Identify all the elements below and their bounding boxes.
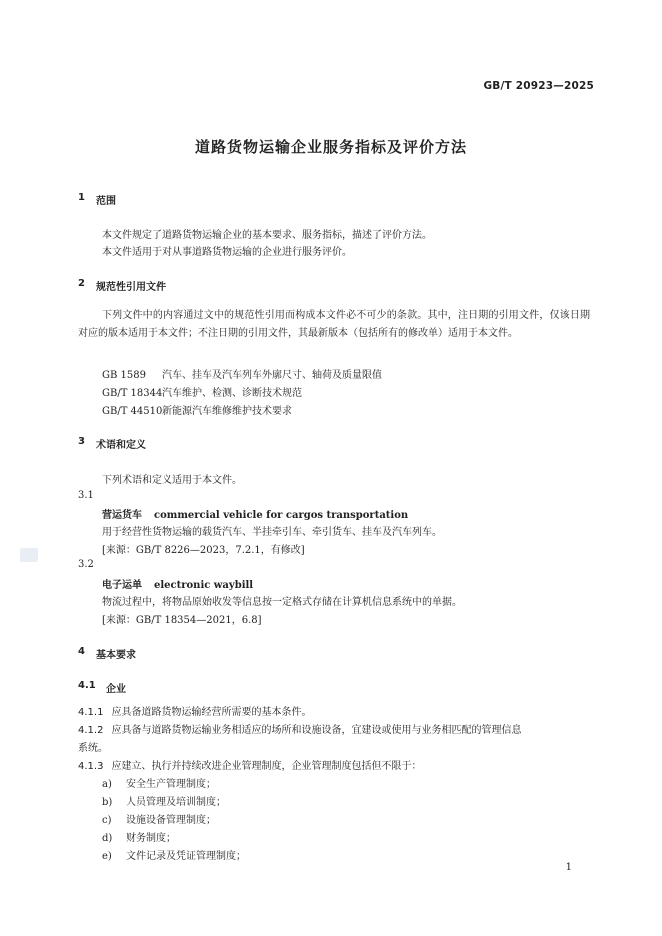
subsection-title: 企业 (106, 684, 126, 695)
paragraph: 本文件规定了道路货物运输企业的基本要求、服务指标，描述了评价方法。 (102, 230, 432, 241)
subsection-number: 4.1 (78, 680, 96, 691)
section-number: 3 (78, 436, 85, 447)
list-item (102, 775, 216, 790)
paragraph: 本文件适用于对从事道路货物运输的企业进行服务评价。 (102, 247, 352, 258)
reference-item (102, 402, 292, 417)
reference-title: 汽车维护、检测、诊断技术规范 (162, 388, 302, 399)
term-source: [来源：GB/T 18354—2021，6.8] (102, 615, 262, 626)
list-text: 安全生产管理制度； (126, 779, 216, 790)
section-heading-scope (78, 192, 378, 206)
clause-text: 应具备与道路货物运输业务相适应的场所和设施设备，宜建设或使用与业务相匹配的管理信息 (111, 725, 522, 736)
section-number: 2 (78, 278, 85, 289)
reference-item (102, 366, 382, 381)
term-heading (102, 576, 253, 591)
reference-title: 新能源汽车维修维护技术要求 (162, 406, 292, 417)
term-chinese: 营运货车 (102, 510, 142, 521)
reference-code: GB 1589 (102, 370, 146, 381)
clause-text: 应具备道路货物运输经营所需要的基本条件。 (111, 707, 312, 718)
list-item (102, 793, 226, 808)
paragraph: 下列文件中的内容通过文中的规范性引用而构成本文件必不可少的条款。其中，注日期的引用文件，仅该日期对应的版本适用于本文件；不注日期的引用文件，其最新版本（包括所有的修改单）适用于本文件。 (78, 310, 590, 339)
list-item (102, 829, 176, 844)
term-chinese: 电子运单 (102, 580, 142, 591)
clause-continuation: 系统。 (78, 743, 108, 754)
paragraph: 下列术语和定义适用于本文件。 (102, 475, 242, 486)
subsection-heading-enterprise (78, 680, 378, 694)
term-number: 3.1 (78, 490, 94, 501)
clause-text: 应建立、执行并持续改进企业管理制度，企业管理制度包括但不限于： (111, 761, 422, 772)
reference-title: 汽车、挂车及汽车列车外廓尺寸、轴荷及质量限值 (162, 370, 382, 381)
clause (78, 721, 521, 736)
term-definition: 用于经营性货物运输的载货汽车、半挂牵引车、牵引货车、挂车及汽车列车。 (102, 527, 442, 538)
reference-code: GB/T 44510 (102, 406, 163, 417)
page-number: 1 (565, 862, 572, 873)
section-heading-normative-references (78, 278, 378, 292)
section-heading-basic-requirements (78, 646, 378, 660)
clause (78, 757, 421, 772)
list-marker: d) (102, 833, 113, 844)
term-english: electronic waybill (154, 580, 254, 591)
reference-item (102, 384, 302, 399)
clause-number: 4.1.3 (78, 761, 104, 772)
list-marker: b) (102, 797, 113, 808)
list-marker: c) (102, 815, 112, 826)
section-heading-terms-and-definitions (78, 436, 378, 450)
section-title: 基本要求 (96, 650, 136, 661)
term-english: commercial vehicle for cargos transportation (154, 510, 409, 521)
section-title: 规范性引用文件 (96, 282, 166, 293)
list-item (102, 847, 246, 862)
standard-number: GB/T 20923—2025 (483, 80, 594, 92)
term-source: [来源：GB/T 8226—2023，7.2.1，有修改] (102, 545, 305, 556)
list-marker: a) (102, 779, 112, 790)
section-title: 范围 (96, 196, 116, 207)
term-heading (102, 506, 408, 521)
term-number: 3.2 (78, 559, 94, 570)
document-title: 道路货物运输企业服务指标及评价方法 (194, 138, 467, 156)
section-title: 术语和定义 (96, 440, 146, 451)
clause-number: 4.1.2 (78, 725, 104, 736)
list-text: 财务制度； (126, 833, 176, 844)
list-text: 文件记录及凭证管理制度； (126, 851, 246, 862)
list-marker: e) (102, 851, 112, 862)
list-item (102, 811, 216, 826)
clause-number: 4.1.1 (78, 707, 104, 718)
term-definition: 物流过程中，将物品原始收发等信息按一定格式存储在计算机信息系统中的单据。 (102, 597, 462, 608)
list-text: 人员管理及培训制度； (126, 797, 226, 808)
list-text: 设施设备管理制度； (126, 815, 216, 826)
clause (78, 703, 311, 718)
margin-mark (20, 548, 38, 562)
reference-code: GB/T 18344 (102, 388, 163, 399)
section-number: 1 (78, 192, 85, 203)
section-number: 4 (78, 646, 85, 657)
